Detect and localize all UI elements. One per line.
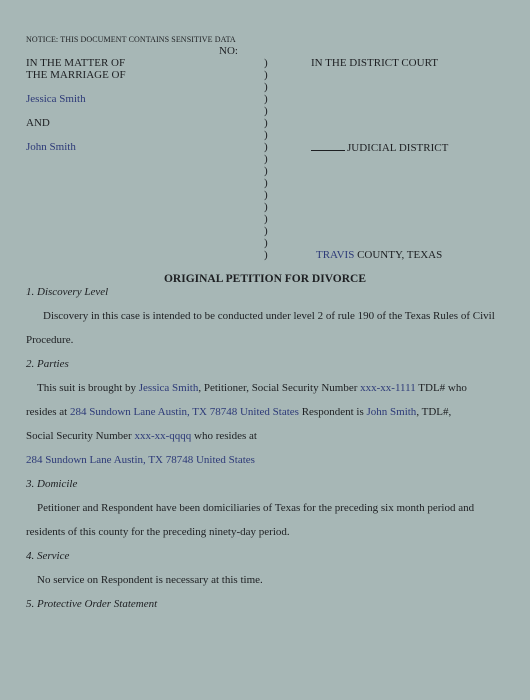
paren: ) [264,141,268,153]
document-title: ORIGINAL PETITION FOR DIVORCE [163,273,366,285]
judicial-district-line [311,141,448,154]
sensitive-data-notice: NOTICE: THIS DOCUMENT CONTAINS SENSITIVE DATA [26,35,236,44]
parties-line-2 [26,406,451,418]
paren: ) [264,201,268,213]
domicile-text-line-1: Petitioner and Respondent have been domiciliaries of Texas for the preceding six month period and [37,502,475,514]
petitioner-fill: Jessica Smith [138,382,199,394]
section-heading-discovery: 1. Discovery Level [26,286,109,298]
parties-text: , Petitioner, Social Security Number [198,382,361,394]
paren: ) [264,69,268,81]
section-heading-domicile: 3. Domicile [26,478,78,490]
case-number-label: NO: [219,45,238,57]
judicial-district-label: JUDICIAL DISTRICT [347,142,449,154]
paren: ) [264,57,268,69]
petitioner-ssn: xxx-xx-1111 [360,382,416,394]
respondent-fill: John Smith [366,406,417,418]
matter-line-1: IN THE MATTER OF [26,57,126,69]
respondent-name: John Smith [26,141,76,153]
respondent-address: 284 Sundown Lane Austin, TX 78748 United States [26,454,255,466]
paren: ) [264,237,268,249]
paren: ) [264,249,268,261]
paren: ) [264,105,268,117]
section-heading-parties: 2. Parties [26,358,69,370]
paren: ) [264,189,268,201]
paren: ) [264,81,268,93]
county-name: TRAVIS [316,249,355,261]
county-state: COUNTY, TEXAS [354,249,443,261]
paren: ) [264,177,268,189]
paren: ) [264,213,268,225]
discovery-text-line-2: Procedure. [26,334,74,346]
parties-line-3 [26,430,257,442]
section-heading-protective-order: 5. Protective Order Statement [26,598,158,610]
parties-text: Respondent is [298,406,367,418]
domicile-text-line-2: residents of this county for the preceding ninety-day period. [26,526,290,538]
paren: ) [264,153,268,165]
district-number-blank [311,141,345,151]
petitioner-name: Jessica Smith [26,93,86,105]
county-line [316,249,442,261]
parties-text: resides at [26,406,70,418]
discovery-text-line-1: Discovery in this case is intended to be conducted under level 2 of rule 190 of the Texas Rules of Civil [43,310,495,322]
respondent-ssn: xxx-xx-qqqq [134,430,192,442]
petitioner-address: 284 Sundown Lane Austin, TX 78748 United States [69,406,299,418]
paren: ) [264,129,268,141]
section-heading-service: 4. Service [26,550,70,562]
parties-text: This suit is brought by [37,382,139,394]
parties-text: who resides at [191,430,257,442]
paren: ) [264,165,268,177]
parties-text: , TDL#, [416,406,452,418]
service-text: No service on Respondent is necessary at this time. [37,574,263,586]
matter-line-2: THE MARRIAGE OF [26,69,126,81]
paren: ) [264,225,268,237]
and-label: AND [26,117,50,129]
court-label: IN THE DISTRICT COURT [311,57,438,69]
parties-line-1 [37,382,467,394]
parties-text: Social Security Number [26,430,135,442]
parties-text: TDL# who [415,382,467,394]
paren: ) [264,93,268,105]
paren: ) [264,117,268,129]
